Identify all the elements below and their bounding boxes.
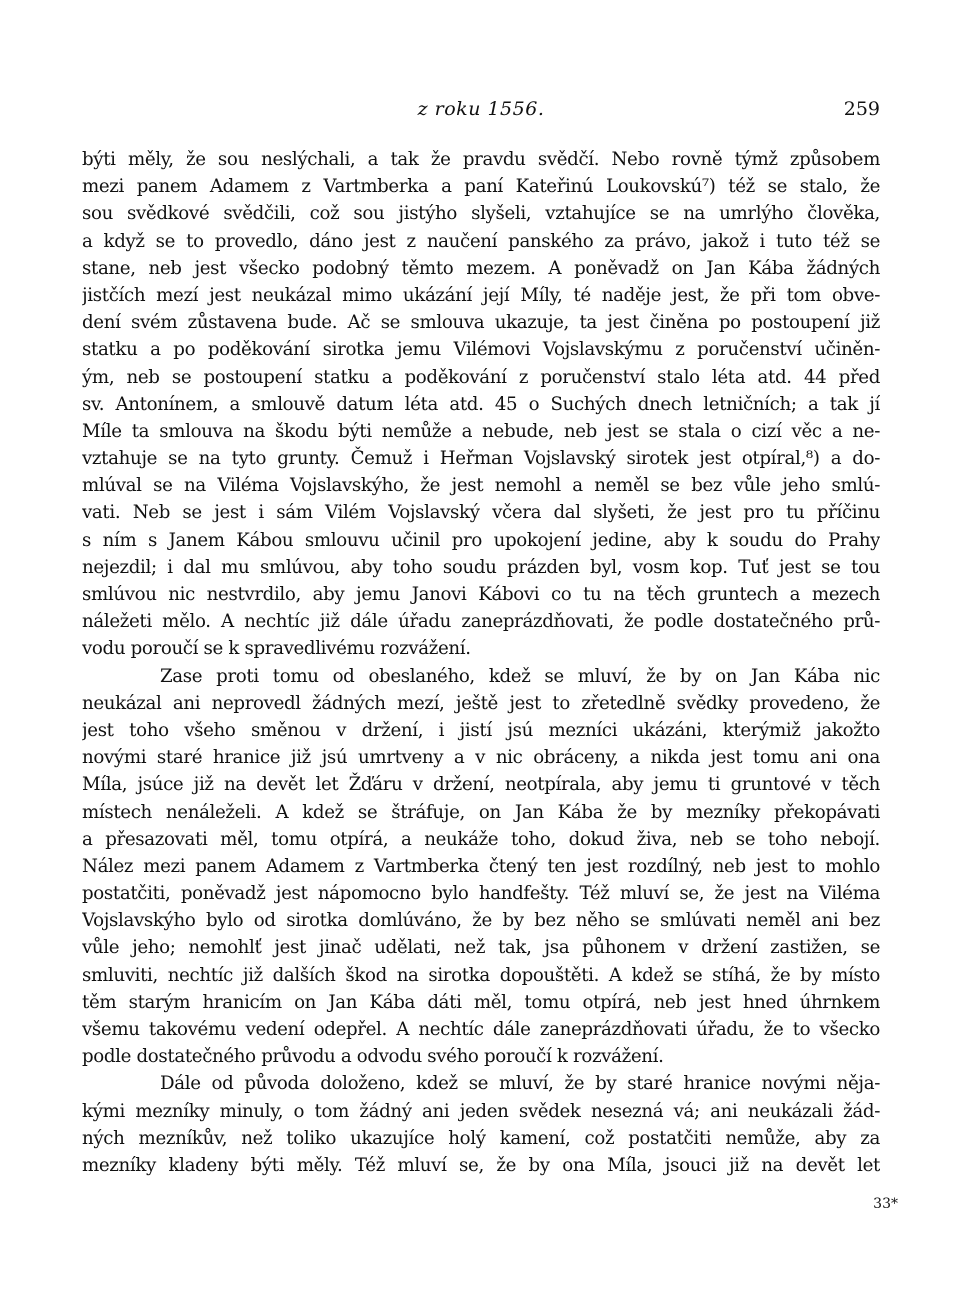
text-line: sou svědkové svědčili, což sou jistýho slyšeli, vztahujíce se na umrlýho člověka, bbox=[82, 203, 880, 225]
text-line: a když se to provedlo, dáno jest z naučení panského za právo, jakož i tuto též se bbox=[82, 230, 880, 252]
text-line: vodu poroučí se k spravedlivému rozvážení. bbox=[82, 638, 471, 660]
text-line: Míle ta smlouva na škodu býti nemůže a nebude, neb jest se stala o cizí věc a ne- bbox=[82, 420, 880, 442]
text-line: stane, neb jest všecko podobný těmto mezem. A poněvadž on Jan Kába žádných bbox=[82, 257, 880, 279]
text-line: mezi panem Adamem z Vartmberka a paní Kateřinú Loukovskú⁷) též se stalo, že bbox=[82, 176, 880, 198]
text-line: dení svém zůstavena bude. Ač se smlouva ukazuje, ta jest činěna po postoupení již bbox=[82, 312, 880, 334]
text-line: s ním s Janem Kábou smlouvu učinil pro upokojení jedine, aby k soudu do Prahy bbox=[82, 529, 880, 551]
page-number: 259 bbox=[843, 98, 880, 120]
text-line: Míla, jsúce již na devět let Žďáru v držení, neotpírala, aby jemu ti gruntové v těch bbox=[82, 774, 880, 796]
text-line: vztahuje se na tyto grunty. Čemuž i Heřman Vojslavský sirotek jest otpíral,⁸) a do- bbox=[82, 448, 880, 470]
text-line: jest toho všeho směnou v držení, i jistí jsú mezníci ukázáni, kterýmiž jakožto bbox=[82, 719, 880, 741]
page-header bbox=[82, 98, 880, 128]
text-line: vati. Neb se jest i sám Vilém Vojslavský včera dal slyšeti, že jest pro tu příčinu bbox=[82, 502, 880, 524]
signature-mark: 33* bbox=[873, 1196, 898, 1212]
running-title: z roku 1556. bbox=[417, 98, 545, 120]
text-line: býti měly, že sou neslýchali, a tak že pravdu svědčí. Nebo rovně týmž způsobem bbox=[82, 149, 880, 170]
text-line: Nález mezi panem Adamem z Vartmberka čtený ten jest rozdílný, neb jest to mohlo bbox=[82, 855, 880, 877]
text-line: Vojslavskýho bylo od sirotka domlúváno, že by bez něho se smlúvati neměl ani bez bbox=[82, 910, 880, 932]
text-line: ných mezníkův, než toliko ukazujíce holý kamení, což postatčiti nemůže, aby za bbox=[82, 1127, 880, 1149]
text-line: místech nenáleželi. A kdež se štráfuje, on Jan Kába že by mezníky překopávati bbox=[82, 801, 880, 823]
text-line: sv. Antonínem, a smlouvě datum léta atd. 45 o Suchých dnech letničních; a tak jí bbox=[82, 393, 880, 415]
text-line: postatčiti, poněvadž jest nápomocno bylo handfešty. Též mluví se, že jest na Viléma bbox=[82, 883, 880, 905]
text-line: novými staré hranice již jsú umrtveny a v nic obráceny, a nikda jest tomu ani ona bbox=[82, 747, 880, 769]
text-line: náležeti mělo. A nechtíc již dále úřadu zaneprázdňovati, že podle dostatečného prů- bbox=[82, 611, 880, 633]
body-text bbox=[82, 146, 880, 1179]
text-line: smluviti, nechtíc již dalších škod na sirotka dopouštěti. A kdež se stíhá, že by místo bbox=[82, 964, 880, 986]
text-line: neukázal ani neprovedl žádných mezí, ještě jest to zřetedlně svědky provedeno, že bbox=[82, 692, 880, 714]
text-line: mezníky kladeny býti měly. Též mluví se, že by ona Míla, jsouci již na devět let bbox=[82, 1154, 880, 1176]
text-line: nejezdil; i dal mu smlúvou, aby toho soudu prázden byl, vosm kop. Tuť jest se tou bbox=[82, 556, 880, 578]
text-line: těm starým hranicím on Jan Kába dáti měl, tomu otpírá, neb jest hned úhrnkem bbox=[82, 991, 880, 1013]
text-line: podle dostatečného průvodu a odvodu svého poroučí k rozvážení. bbox=[82, 1046, 664, 1068]
text-line: Dále od původa doloženo, kdež se mluví, že by staré hranice novými něja- bbox=[160, 1073, 880, 1095]
text-line: vůle jeho; nemohlť jest jinač udělati, než tak, jsa půhonem v držení zastižen, se bbox=[82, 937, 880, 959]
text-line: statku a po poděkování sirotka jemu Vilémovi Vojslavskýmu z poručenství učiněn- bbox=[82, 339, 880, 361]
text-line: všemu takovému vedení odepřel. A nechtíc dále zaneprázdňovati úřadu, že to všecko bbox=[82, 1019, 880, 1040]
text-line: jistčích mezí jest neukázal mimo ukázání její Míly, té naděje jest, že při tom obve- bbox=[82, 284, 880, 306]
text-line: smlúvou nic nestvrdilo, aby jemu Janovi Kábovi co tu na těch gruntech a mezech bbox=[82, 584, 880, 605]
text-line: Zase proti tomu od obeslaného, kdež se mluví, že by on Jan Kába nic bbox=[160, 665, 880, 687]
text-line: mlúval se na Viléma Vojslavskýho, že jest nemohl a neměl se bez vůle jeho smlú- bbox=[82, 475, 880, 497]
text-line: ým, neb se postoupení statku a poděkování z poručenství stalo léta atd. 44 před bbox=[82, 366, 880, 388]
text-line: a přesazovati měl, tomu otpírá, a neukáže toho, dokud živa, neb se toho nebojí. bbox=[82, 828, 880, 850]
text-line: kými mezníky minuly, o tom žádný ani jeden svědek nesezná vá; ani neukázali žád- bbox=[82, 1100, 880, 1122]
